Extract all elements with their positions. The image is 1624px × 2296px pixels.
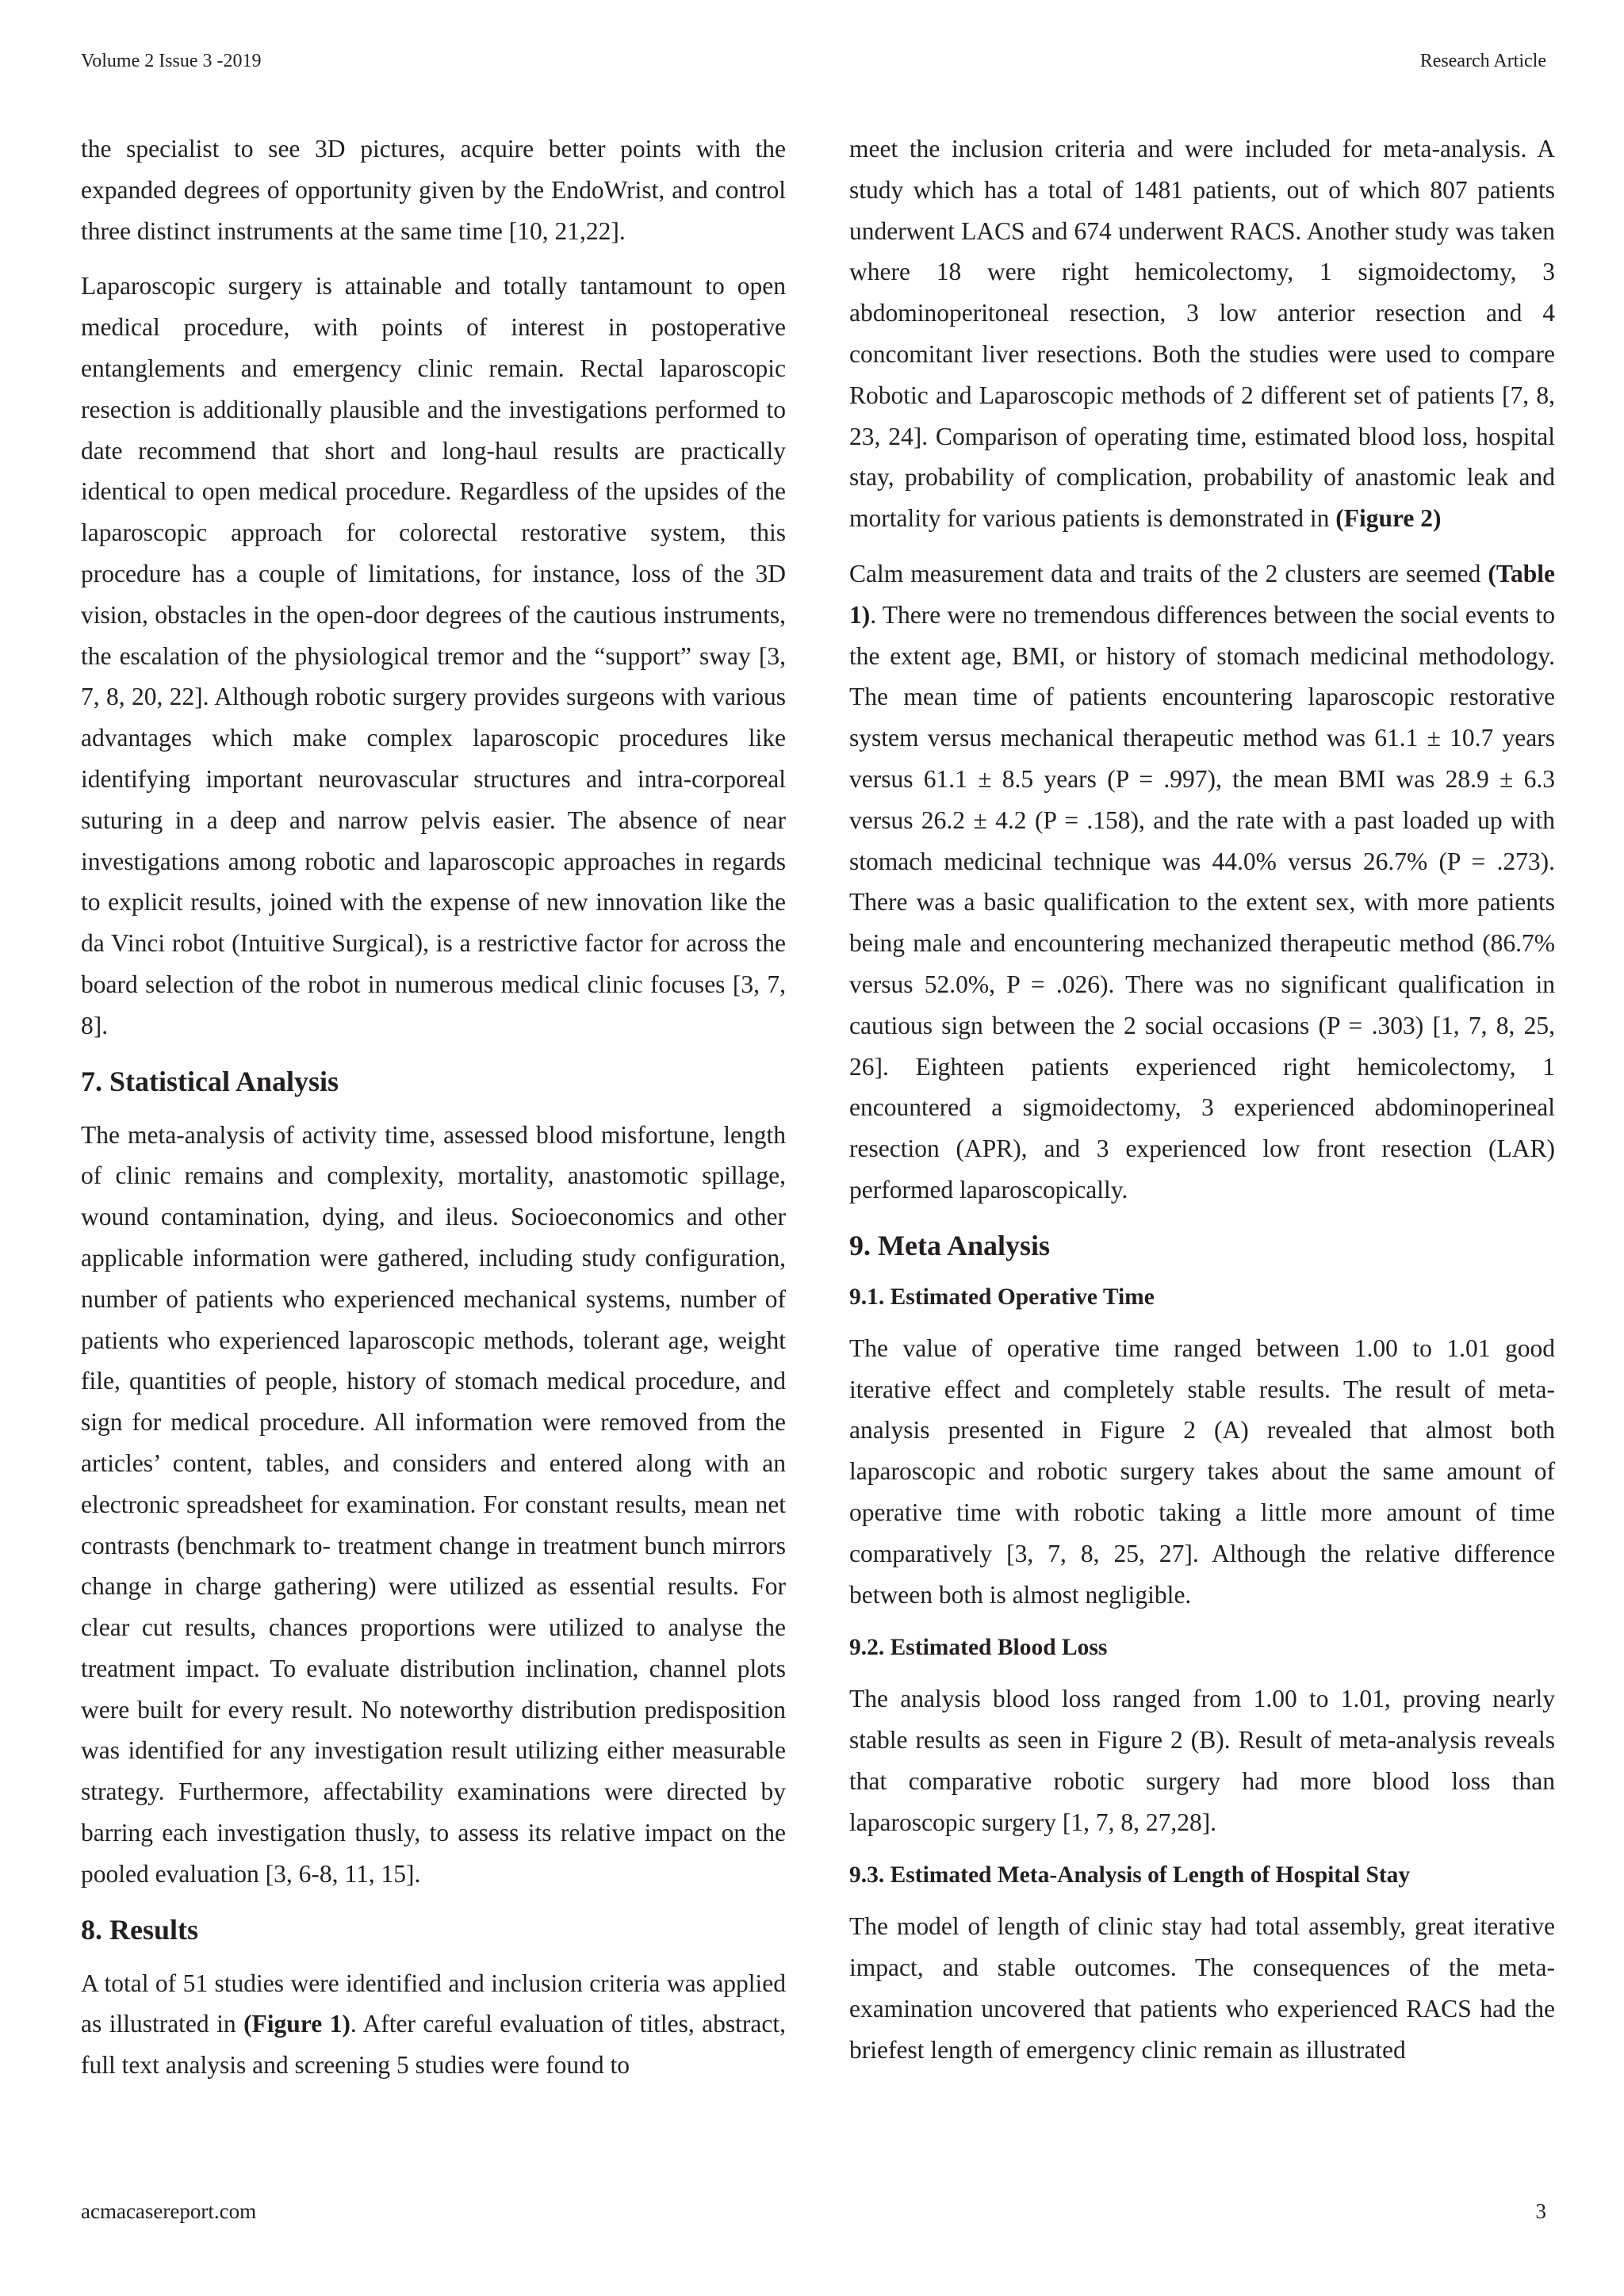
left-column (81, 128, 786, 2100)
figure-reference: (Figure 2) (1335, 504, 1442, 533)
paragraph (849, 128, 1555, 539)
text-run: Calm measurement data and traits of the 2 clusters are seemed (849, 559, 1488, 587)
paragraph: The value of operative time ranged between 1.00 to 1.01 good iterative effect and completely stable results. The result of meta-analysis presented in Figure 2 (A) revealed that almost both laparoscopic and robotic surgery takes about the same amount of operative time with robotic taking a little more amount of time comparatively [3, 7, 8, 25, 27]. Although the relative difference between both is almost negligible. (849, 1334, 1555, 1609)
article-type: Research Article (1419, 51, 1546, 71)
text-run: A total of 51 studies were identified and inclusion criteria was applied as illustrated in (81, 1969, 786, 2038)
subsection-heading-blood-loss: 9.2. Estimated Blood Loss (849, 1635, 1108, 1661)
subsection-heading-operative-time: 9.1. Estimated Operative Time (849, 1284, 1155, 1310)
section-heading-results: 8. Results (81, 1913, 199, 1946)
subsection-heading-hospital-stay: 9.3. Estimated Meta-Analysis of Length of Hospital Stay (849, 1862, 1411, 1888)
text-run: . There were no tremendous differences between the social events to the extent age, BMI, or history of stomach medicinal methodology. The mean time of patients encountering laparoscopic restorative system versus mechanical therapeutic method was 61.1 ± 10.7 years versus 61.1 ± 8.5 years (P = .997), the mean BMI was 28.9 ± 6.3 versus 26.2 ± 4.2 (P = .158), and the rate with a past loaded up with stomach medicinal technique was 44.0% versus 26.7% (P = .273). There was a basic qualification to the extent sex, with more patients being male and encountering mechanized therapeutic method (86.7% versus 52.0%, P = .026). There was no significant qualification in cautious sign between the 2 social occasions (P = .303) [1, 7, 8, 25, 26]. Eighteen patients experienced right hemicolectomy, 1 encountered a sigmoidectomy, 3 experienced abdominoperineal resection (APR), and 3 experienced low front resection (LAR) performed laparoscopically. (849, 600, 1555, 1203)
paragraph (849, 553, 1555, 1211)
text-run: meet the inclusion criteria and were included for meta-analysis. A study which has a total of 1481 patients, out of which 807 patients underwent LACS and 674 underwent RACS. Another study was taken where 18 were right hemicolectomy, 1 sigmoidectomy, 3 abdominoperitoneal resection, 3 low anterior resection and 4 concomitant liver resections. Both the studies were used to compare Robotic and Laparoscopic methods of 2 different set of patients [7, 8, 23, 24]. Comparison of operating time, estimated blood loss, hospital stay, probability of complication, probability of anastomic leak and mortality for various patients is demonstrated in (849, 135, 1555, 533)
section-heading-meta-analysis: 9. Meta Analysis (849, 1229, 1051, 1261)
paragraph: The meta-analysis of activity time, assessed blood misfortune, length of clinic remains and complexity, mortality, anastomotic spillage, wound contamination, dying, and ileus. Socioeconomics and other applicable information were gathered, including study configuration, number of patients who experienced mechanical systems, number of patients who experienced laparoscopic methods, tolerant age, weight file, quantities of people, history of stomach medical procedure, and sign for medical procedure. All information were removed from the articles’ content, tables, and considers and entered along with an electronic spreadsheet for examination. For constant results, mean net contrasts (benchmark to- treatment change in treatment bunch mirrors change in charge gathering) were utilized as essential results. For clear cut results, chances proportions were utilized to analyse the treatment impact. To evaluate distribution inclination, channel plots were built for every result. No noteworthy distribution predisposition was identified for any investigation result utilizing either measurable strategy. Furthermore, affectability examinations were directed by barring each investigation thusly, to assess its relative impact on the pooled evaluation [3, 6-8, 11, 15]. (81, 1120, 786, 1888)
paragraph: The analysis blood loss ranged from 1.00 to 1.01, proving nearly stable results as seen in Figure 2 (B). Result of meta-analysis reveals that comparative robotic surgery had more blood loss than laparoscopic surgery [1, 7, 8, 27,28]. (849, 1685, 1555, 1836)
text-run: . After careful evaluation of titles, abstract, full text analysis and screening 5 studies were found to (81, 2010, 786, 2080)
figure-reference: (Figure 1) (243, 2010, 350, 2038)
journal-volume-issue: Volume 2 Issue 3 -2019 (81, 51, 262, 71)
page-number: 3 (1535, 2199, 1546, 2223)
section-heading-statistical-analysis: 7. Statistical Analysis (81, 1065, 339, 1097)
website-url: acmacasereport.com (81, 2199, 257, 2223)
paragraph: the specialist to see 3D pictures, acquire better points with the expanded degrees of opportunity given by the EndoWrist, and control three distinct instruments at the same time [10, 21,22]. (81, 135, 786, 245)
paragraph (81, 1963, 786, 2086)
right-column (849, 128, 1555, 2085)
table-reference: (Table 1) (849, 559, 1555, 629)
paragraph: Laparoscopic surgery is attainable and totally tantamount to open medical procedure, with points of interest in postoperative entanglements and emergency clinic remain. Rectal laparoscopic resection is additionally plausible and the investigations performed to date recommend that short and long-haul results are practically identical to open medical procedure. Regardless of the upsides of the laparoscopic approach for colorectal restorative system, this procedure has a couple of limitations, for instance, loss of the 3D vision, obstacles in the open-door degrees of the cautious instruments, the escalation of the physiological tremor and the “support” sway [3, 7, 8, 20, 22]. Although robotic surgery provides surgeons with various advantages which make complex laparoscopic procedures like identifying important neurovascular structures and intra-corporeal suturing in a deep and narrow pelvis easier. The absence of near investigations among robotic and laparoscopic approaches in regards to explicit results, joined with the expense of new innovation like the da Vinci robot (Intuitive Surgical), is a restrictive factor for across the board selection of the robot in numerous medical clinic focuses [3, 7, 8]. (81, 272, 786, 1039)
paragraph: The model of length of clinic stay had total assembly, great iterative impact, and stable outcomes. The consequences of the meta-examination uncovered that patients who experienced RACS had the briefest length of emergency clinic remain as illustrated (849, 1912, 1555, 2064)
